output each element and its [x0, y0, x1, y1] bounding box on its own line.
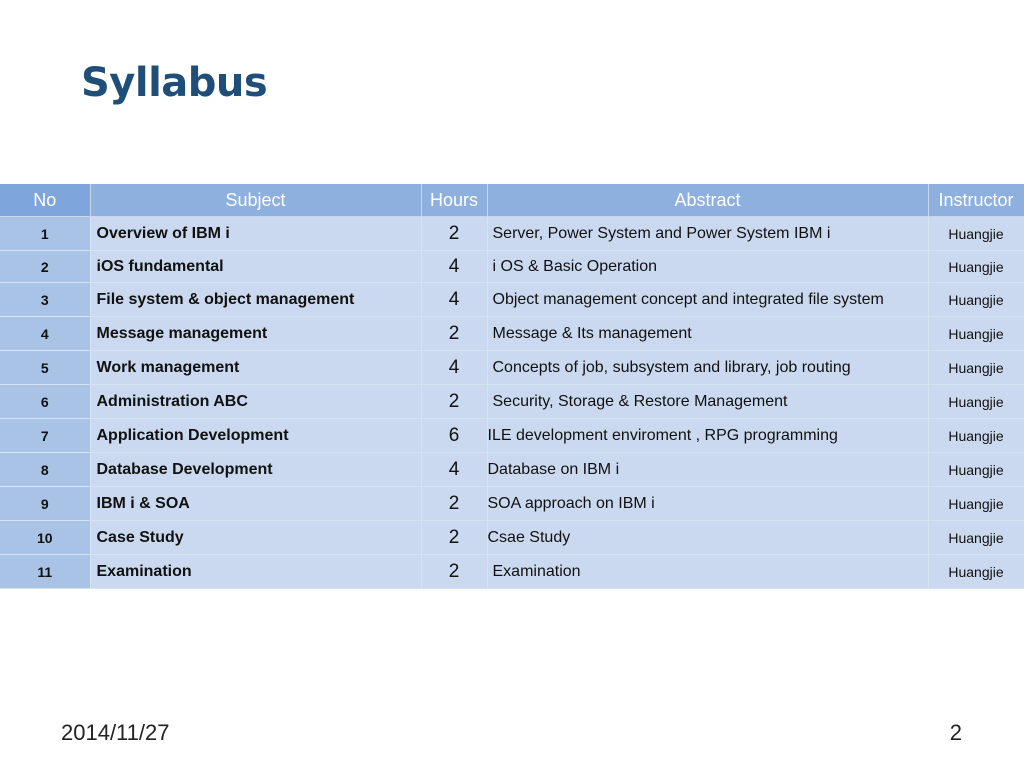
row-hours: 2	[421, 487, 487, 521]
row-subject: Overview of IBM i	[90, 217, 421, 251]
row-no: 1	[0, 217, 90, 251]
row-subject: Application Development	[90, 419, 421, 453]
row-instructor: Huangjie	[928, 251, 1024, 283]
row-hours: 2	[421, 217, 487, 251]
row-instructor: Huangjie	[928, 217, 1024, 251]
row-hours: 6	[421, 419, 487, 453]
row-no: 6	[0, 385, 90, 419]
page-number: 2	[949, 720, 962, 745]
row-subject: Administration ABC	[90, 385, 421, 419]
row-instructor: Huangjie	[928, 453, 1024, 487]
table-row	[0, 385, 1024, 419]
table-row	[0, 487, 1024, 521]
row-instructor: Huangjie	[928, 283, 1024, 317]
row-no: 9	[0, 487, 90, 521]
slide-title: Syllabus	[81, 60, 268, 106]
row-subject: iOS fundamental	[90, 251, 421, 283]
row-instructor: Huangjie	[928, 419, 1024, 453]
row-no: 4	[0, 317, 90, 351]
row-abstract: Concepts of job, subsystem and library, job routing	[487, 351, 928, 385]
row-subject: Message management	[90, 317, 421, 351]
row-subject: IBM i & SOA	[90, 487, 421, 521]
row-no: 10	[0, 521, 90, 555]
row-subject: Case Study	[90, 521, 421, 555]
table-row	[0, 283, 1024, 317]
syllabus-table	[0, 184, 1024, 589]
row-instructor: Huangjie	[928, 521, 1024, 555]
row-no: 3	[0, 283, 90, 317]
table-row	[0, 453, 1024, 487]
row-hours: 4	[421, 251, 487, 283]
table-row	[0, 419, 1024, 453]
row-instructor: Huangjie	[928, 385, 1024, 419]
row-abstract: Object management concept and integrated file system	[487, 283, 928, 317]
row-abstract: ILE development enviroment , RPG programming	[487, 419, 928, 453]
row-instructor: Huangjie	[928, 317, 1024, 351]
row-subject: Database Development	[90, 453, 421, 487]
table-header-row	[0, 184, 1024, 217]
row-no: 2	[0, 251, 90, 283]
row-subject: Examination	[90, 555, 421, 589]
row-abstract: i OS & Basic Operation	[487, 251, 928, 283]
row-no: 8	[0, 453, 90, 487]
row-abstract: SOA approach on IBM i	[487, 487, 928, 521]
row-abstract: Examination	[487, 555, 928, 589]
row-abstract: Database on IBM i	[487, 453, 928, 487]
header-hours: Hours	[421, 184, 487, 217]
table-row	[0, 521, 1024, 555]
header-subject: Subject	[90, 184, 421, 217]
row-hours: 2	[421, 521, 487, 555]
row-abstract: Message & Its management	[487, 317, 928, 351]
slide-date: 2014/11/27	[61, 720, 170, 745]
header-no: No	[0, 184, 90, 217]
row-no: 11	[0, 555, 90, 589]
row-hours: 4	[421, 351, 487, 385]
row-hours: 4	[421, 453, 487, 487]
row-no: 5	[0, 351, 90, 385]
header-abstract: Abstract	[487, 184, 928, 217]
row-abstract: Server, Power System and Power System IBM i	[487, 217, 928, 251]
table-row	[0, 217, 1024, 251]
table-row	[0, 251, 1024, 283]
row-no: 7	[0, 419, 90, 453]
row-subject: File system & object management	[90, 283, 421, 317]
row-abstract: Csae Study	[487, 521, 928, 555]
table-row	[0, 351, 1024, 385]
row-hours: 4	[421, 283, 487, 317]
row-hours: 2	[421, 555, 487, 589]
row-hours: 2	[421, 385, 487, 419]
row-instructor: Huangjie	[928, 487, 1024, 521]
row-subject: Work management	[90, 351, 421, 385]
row-instructor: Huangjie	[928, 555, 1024, 589]
row-abstract: Security, Storage & Restore Management	[487, 385, 928, 419]
row-instructor: Huangjie	[928, 351, 1024, 385]
table-row	[0, 555, 1024, 589]
header-instructor: Instructor	[928, 184, 1024, 217]
row-hours: 2	[421, 317, 487, 351]
table-row	[0, 317, 1024, 351]
